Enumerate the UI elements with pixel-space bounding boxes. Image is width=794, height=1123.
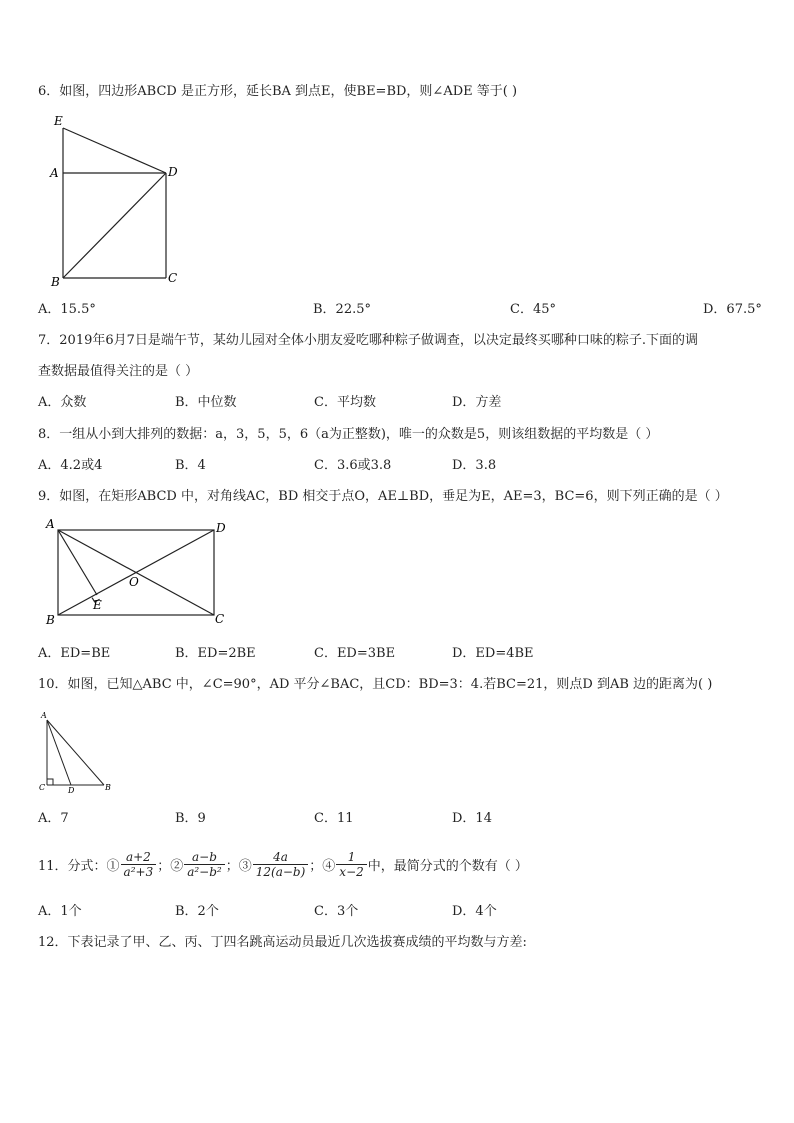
- option-d[interactable]: D．14: [452, 811, 492, 826]
- option-c[interactable]: C．11: [314, 811, 354, 826]
- option-b[interactable]: B．22.5°: [313, 302, 371, 317]
- question-8-text: 8．一组从小到大排列的数据：a，3，5，5，6（a为正整数)，唯一的众数是5，则该组数据的平均数是（ ）: [38, 427, 659, 442]
- segment-ad: [47, 720, 71, 785]
- label-c: C: [215, 612, 225, 626]
- question-11-text: [38, 842, 528, 886]
- option-d[interactable]: D．ED=4BE: [452, 646, 534, 661]
- figure-q9-rectangle: [40, 516, 240, 630]
- question-12-text: 12．下表记录了甲、乙、丙、丁四名跳高运动员最近几次选拔赛成绩的平均数与方差:: [38, 935, 527, 950]
- label-b: B: [51, 275, 60, 289]
- option-b[interactable]: B．4: [175, 458, 206, 473]
- fraction-3-denominator: 12(a−b): [255, 864, 306, 879]
- question-10-text: 10．如图，已知△ABC 中，∠C=90°，AD 平分∠BAC，且CD：BD=3：4.若BC=21，则点D 到AB 边的距离为( ): [38, 677, 713, 692]
- label-a: A: [41, 711, 47, 720]
- label-b: B: [105, 783, 111, 792]
- option-c[interactable]: C．3个: [314, 904, 359, 919]
- option-c[interactable]: C．平均数: [314, 395, 376, 410]
- segment-bd: [63, 173, 166, 278]
- question-11-prefix: 11．分式：①: [38, 858, 120, 874]
- label-c: C: [168, 271, 178, 285]
- question-7-line1: 7．2019年6月7日是端午节，某幼儿园对全体小朋友爱吃哪种粽子做调查，以决定最终买哪种口味的粽子.下面的调: [38, 333, 699, 348]
- segment-ab: [47, 720, 104, 785]
- option-d[interactable]: D．4个: [452, 904, 497, 919]
- label-e: E: [93, 598, 102, 612]
- option-d[interactable]: D．3.8: [452, 458, 497, 473]
- label-d: D: [68, 786, 75, 795]
- fraction-2-numerator: a−b: [184, 850, 225, 865]
- option-b[interactable]: B．9: [175, 811, 206, 826]
- right-angle-mark: [47, 779, 53, 785]
- separator-4: ；④: [309, 858, 336, 874]
- question-7-line2: 查数据最值得关注的是（ ）: [38, 364, 199, 379]
- separator-3: ；③: [225, 858, 252, 874]
- option-b[interactable]: B．ED=2BE: [175, 646, 256, 661]
- label-b: B: [46, 613, 55, 627]
- option-c[interactable]: C．3.6或3.8: [314, 458, 392, 473]
- question-11-suffix: 中，最简分式的个数有（ ）: [367, 858, 528, 874]
- option-a[interactable]: A．7: [38, 811, 69, 826]
- question-9-text: 9．如图，在矩形ABCD 中，对角线AC，BD 相交于点O，AE⊥BD，垂足为E，AE=3，BC=6，则下列正确的是（ ）: [38, 489, 728, 504]
- figure-q10-triangle: [36, 708, 116, 796]
- question-11-options: [38, 902, 763, 922]
- label-d: D: [168, 165, 178, 179]
- fraction-4-denominator: x−2: [339, 864, 364, 879]
- option-d[interactable]: D．67.5°: [703, 302, 762, 317]
- option-d[interactable]: D．方差: [452, 395, 502, 410]
- segment-ed: [63, 128, 166, 173]
- fraction-1-denominator: a²+3: [123, 864, 154, 879]
- question-6-options: [38, 300, 763, 320]
- label-a: A: [46, 517, 55, 531]
- label-e: E: [54, 114, 63, 128]
- fraction-3: [253, 850, 309, 879]
- fraction-4: [336, 850, 366, 879]
- option-a[interactable]: A．4.2或4: [38, 458, 103, 473]
- option-b[interactable]: B．中位数: [175, 395, 237, 410]
- fraction-2: [184, 850, 225, 879]
- question-10-options: [38, 809, 763, 829]
- option-a[interactable]: A．1个: [38, 904, 82, 919]
- option-a[interactable]: A．众数: [38, 395, 87, 410]
- label-a: A: [50, 166, 59, 180]
- fraction-1-numerator: a+2: [121, 850, 157, 865]
- figure-q6-square: [40, 108, 190, 290]
- option-a[interactable]: A．15.5°: [38, 302, 96, 317]
- option-b[interactable]: B．2个: [175, 904, 219, 919]
- fraction-3-numerator: 4a: [253, 850, 309, 865]
- question-8-options: [38, 456, 763, 476]
- fraction-1: [121, 850, 157, 879]
- label-d: D: [216, 521, 226, 535]
- fraction-4-numerator: 1: [336, 850, 366, 865]
- option-a[interactable]: A．ED=BE: [38, 646, 111, 661]
- question-9-options: [38, 644, 763, 664]
- question-6-text: 6．如图，四边形ABCD 是正方形，延长BA 到点E，使BE=BD，则∠ADE 等于( ): [38, 84, 518, 99]
- label-c: C: [39, 783, 46, 792]
- option-c[interactable]: C．45°: [510, 302, 556, 317]
- separator-2: ；②: [157, 858, 184, 874]
- option-c[interactable]: C．ED=3BE: [314, 646, 396, 661]
- segment-ae: [58, 530, 97, 595]
- label-o: O: [129, 575, 139, 589]
- fraction-2-denominator: a²−b²: [187, 864, 222, 879]
- question-7-options: [38, 393, 763, 413]
